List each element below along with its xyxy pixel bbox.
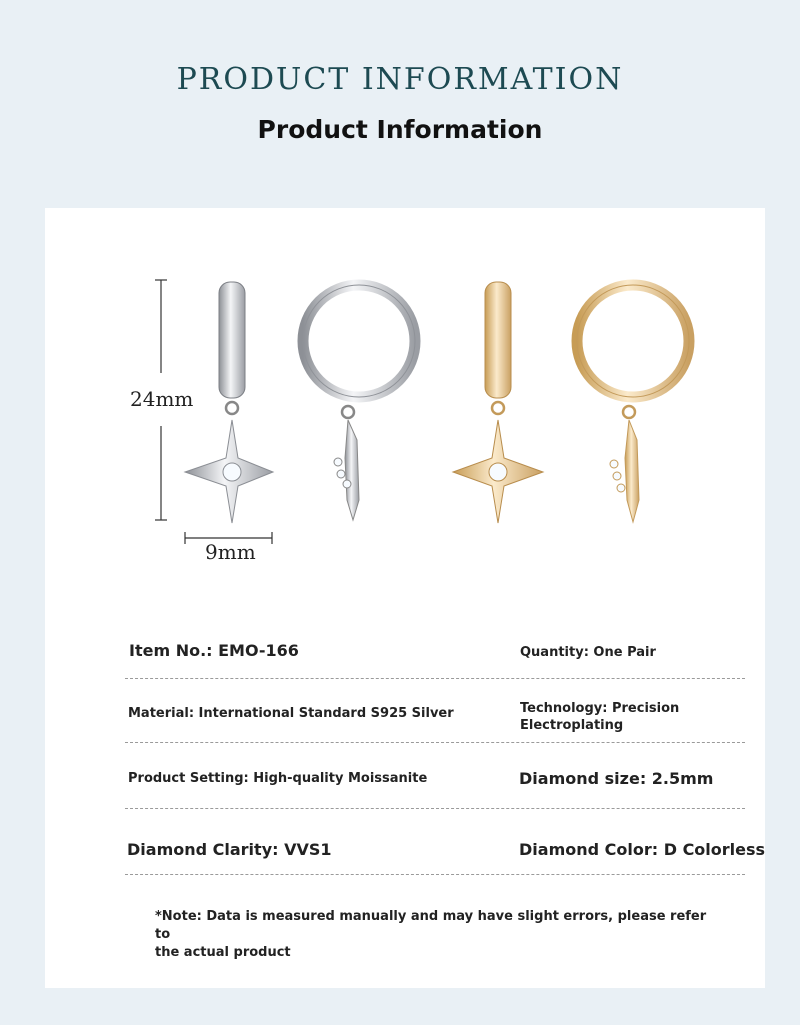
width-label: 9mm [205,540,256,564]
gold-earring-front [453,282,543,523]
technology-line2: Electroplating [520,718,624,733]
spec-row-2 [125,678,745,743]
silver-earring-front [185,282,273,523]
silver-earring-side [303,285,415,520]
page-title: Product Information [257,115,543,144]
quantity: Quantity: One Pair [520,645,656,660]
spec-row-1 [125,628,745,679]
spec-row-3 [125,742,745,809]
product-card [45,208,765,988]
diamond-clarity: Diamond Clarity: VVS1 [127,840,332,859]
note-line-1: *Note: Data is measured manually and may have slight errors, please refer to [155,909,707,942]
height-label: 24mm [130,387,194,411]
technology-line1: Technology: Precision [520,701,680,716]
diamond-color: Diamond Color: D Colorless [519,840,766,859]
measurement-note [155,908,715,962]
gold-earring-side [577,285,689,522]
spec-row-4 [125,808,766,875]
diamond-size: Diamond size: 2.5mm [519,769,714,788]
page-title-en: PRODUCT INFORMATION [176,62,624,97]
item-number: Item No.: EMO-166 [129,641,299,660]
material: Material: International Standard S925 Silver [128,706,454,721]
note-line-2: the actual product [155,945,291,960]
product-setting: Product Setting: High-quality Moissanite [128,771,428,786]
